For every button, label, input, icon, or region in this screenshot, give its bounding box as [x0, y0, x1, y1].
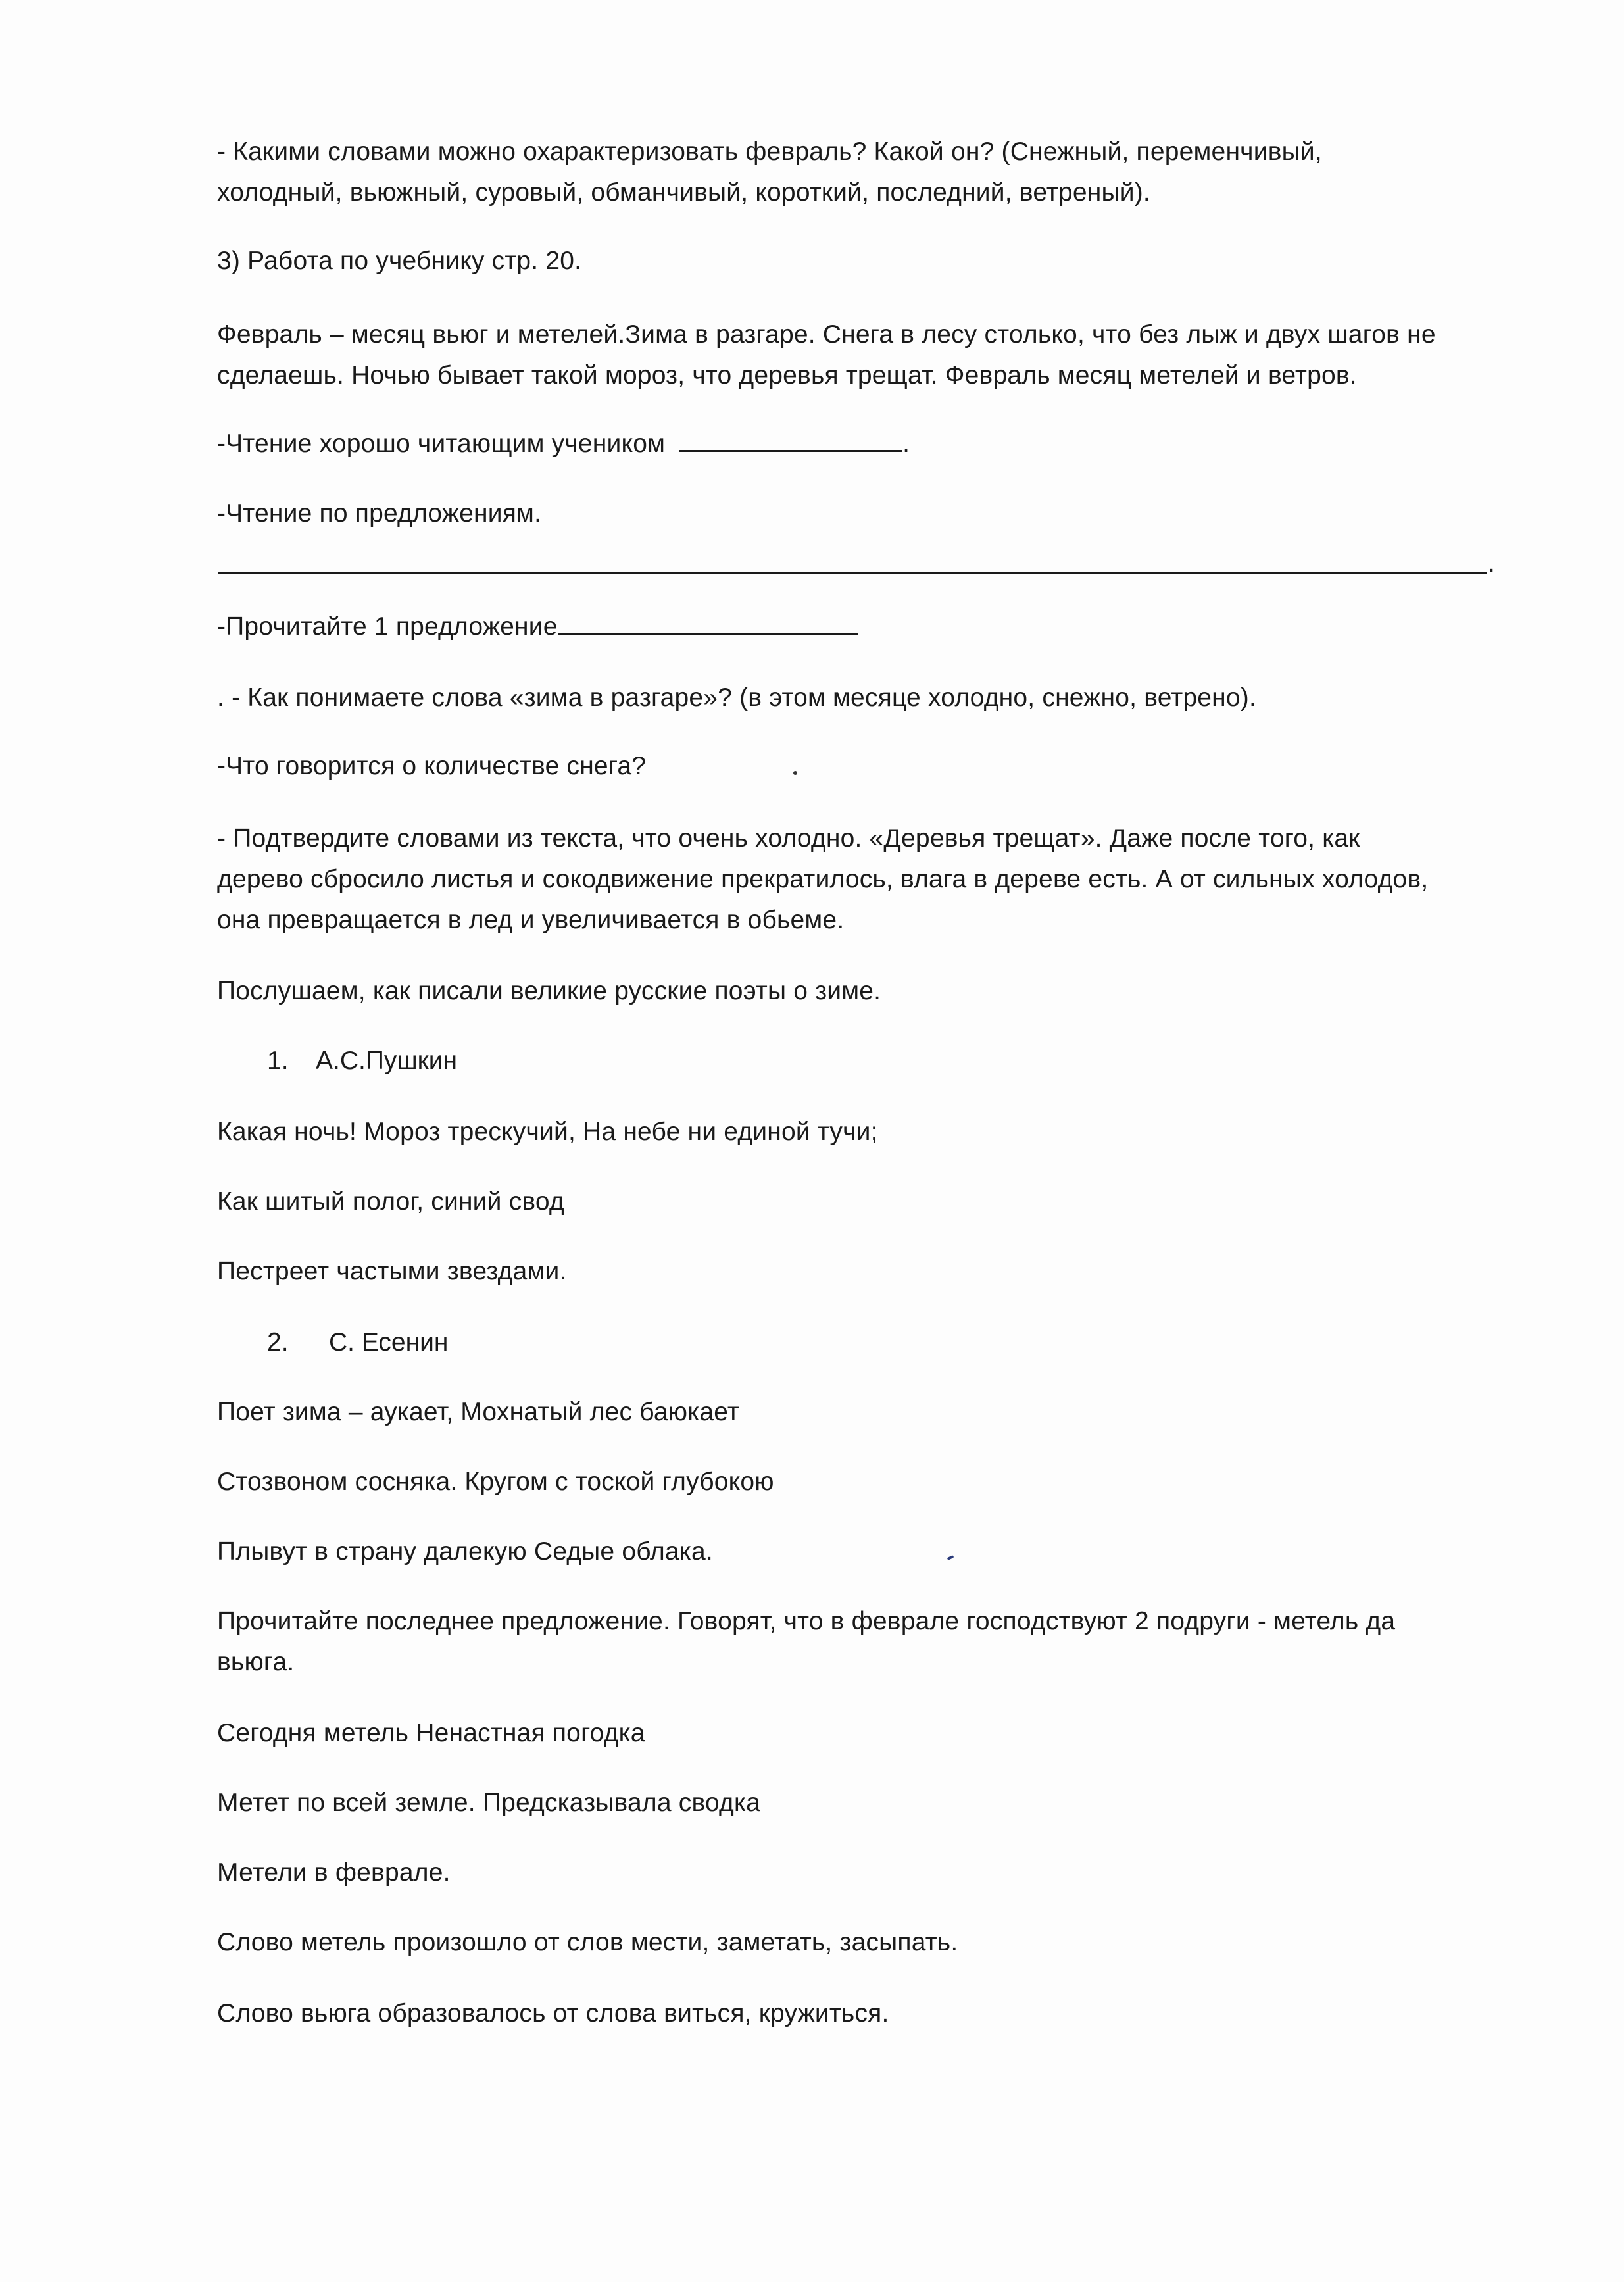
paragraph-february-line-2: сделаешь. Ночью бывает такой мороз, что деревья трещат. Февраль месяц метелей и ветров. [217, 361, 1357, 389]
esenin-poem-line-3: Плывут в страну далекую Седые облака. [217, 1537, 713, 1566]
reading-good-student-text: -Чтение хорошо читающим учеником [217, 430, 666, 458]
read-first-sentence-line [217, 607, 858, 647]
esenin-poem-line-1: Поет зима – аукает, Мохнатый лес баюкает [217, 1398, 739, 1426]
blizzard-poem-line-2: Метет по всей земле. Предсказывала сводка [217, 1789, 760, 1817]
snow-amount-question: -Что говорится о количестве снега? [217, 752, 647, 780]
paragraph-cold-line-3: она превращается в лед и увеличивается в обьеме. [217, 906, 845, 934]
reading-good-student-line [217, 424, 910, 464]
long-blank-rule [218, 572, 1487, 574]
read-first-sentence-text: -Прочитайте 1 предложение [217, 612, 558, 641]
esenin-poem-line-2: Стозвоном сосняка. Кругом с тоской глубокою [217, 1468, 774, 1496]
stray-ink-mark [947, 1555, 954, 1560]
pushkin-poem-line-3: Пестреет частыми звездами. [217, 1257, 567, 1285]
winter-in-full-swing-question: . - Как понимаете слова «зима в разгаре»? (в этом месяце холодно, снежно, ветрено). [217, 683, 1257, 712]
poets-intro-line: Послушаем, как писали великие русские поэты о зиме. [217, 977, 881, 1005]
paragraph-cold-line-1: - Подтвердите словами из текста, что очень холодно. «Деревья трещат». Даже после того, как [217, 824, 1360, 853]
blizzard-poem-line-3: Метели в феврале. [217, 1858, 451, 1887]
word-metel-origin: Слово метель произошло от слов мести, заметать, засыпать. [217, 1928, 958, 1956]
paragraph-february-line-1: Февраль – месяц вьюг и метелей.Зима в разгаре. Снега в лесу столько, что без лыж и двух шагов не [217, 320, 1436, 349]
pushkin-poem-line-2: Как шитый полог, синий свод [217, 1187, 564, 1216]
paragraph-question-line-2: холодный, вьюжный, суровый, обманчивый, короткий, последний, ветреный). [217, 178, 1150, 207]
fill-in-blank [558, 609, 858, 635]
list-number-1: 1. [267, 1047, 289, 1075]
last-sentence-line-1: Прочитайте последнее предложение. Говорят, что в феврале господствуют 2 подруги - метель да [217, 1607, 1396, 1635]
list-number-2: 2. [267, 1328, 289, 1356]
long-blank-period: . [1488, 549, 1496, 578]
blizzard-poem-line-1: Сегодня метель Ненастная погодка [217, 1719, 645, 1747]
list-author-esenin: С. Есенин [329, 1328, 449, 1356]
paragraph-cold-line-2: дерево сбросило листья и сокодвижение прекратилось, влага в дереве есть. А от сильных холодов, [217, 865, 1429, 893]
list-author-pushkin: А.С.Пушкин [316, 1047, 458, 1075]
period-mark: . [902, 430, 910, 458]
pushkin-poem-line-1: Какая ночь! Мороз трескучий, На небе ни единой тучи; [217, 1118, 878, 1146]
word-vyuga-origin: Слово вьюга образовалось от слова виться, кружиться. [217, 1999, 889, 2027]
last-sentence-line-2: вьюга. [217, 1648, 295, 1676]
paragraph-question-line-1: - Какими словами можно охарактеризовать февраль? Какой он? (Снежный, переменчивый, [217, 137, 1322, 166]
stray-mark [793, 771, 797, 775]
textbook-heading: 3) Работа по учебнику стр. 20. [217, 247, 582, 275]
reading-by-sentences-line: -Чтение по предложениям. [217, 499, 542, 528]
fill-in-blank [679, 426, 902, 452]
